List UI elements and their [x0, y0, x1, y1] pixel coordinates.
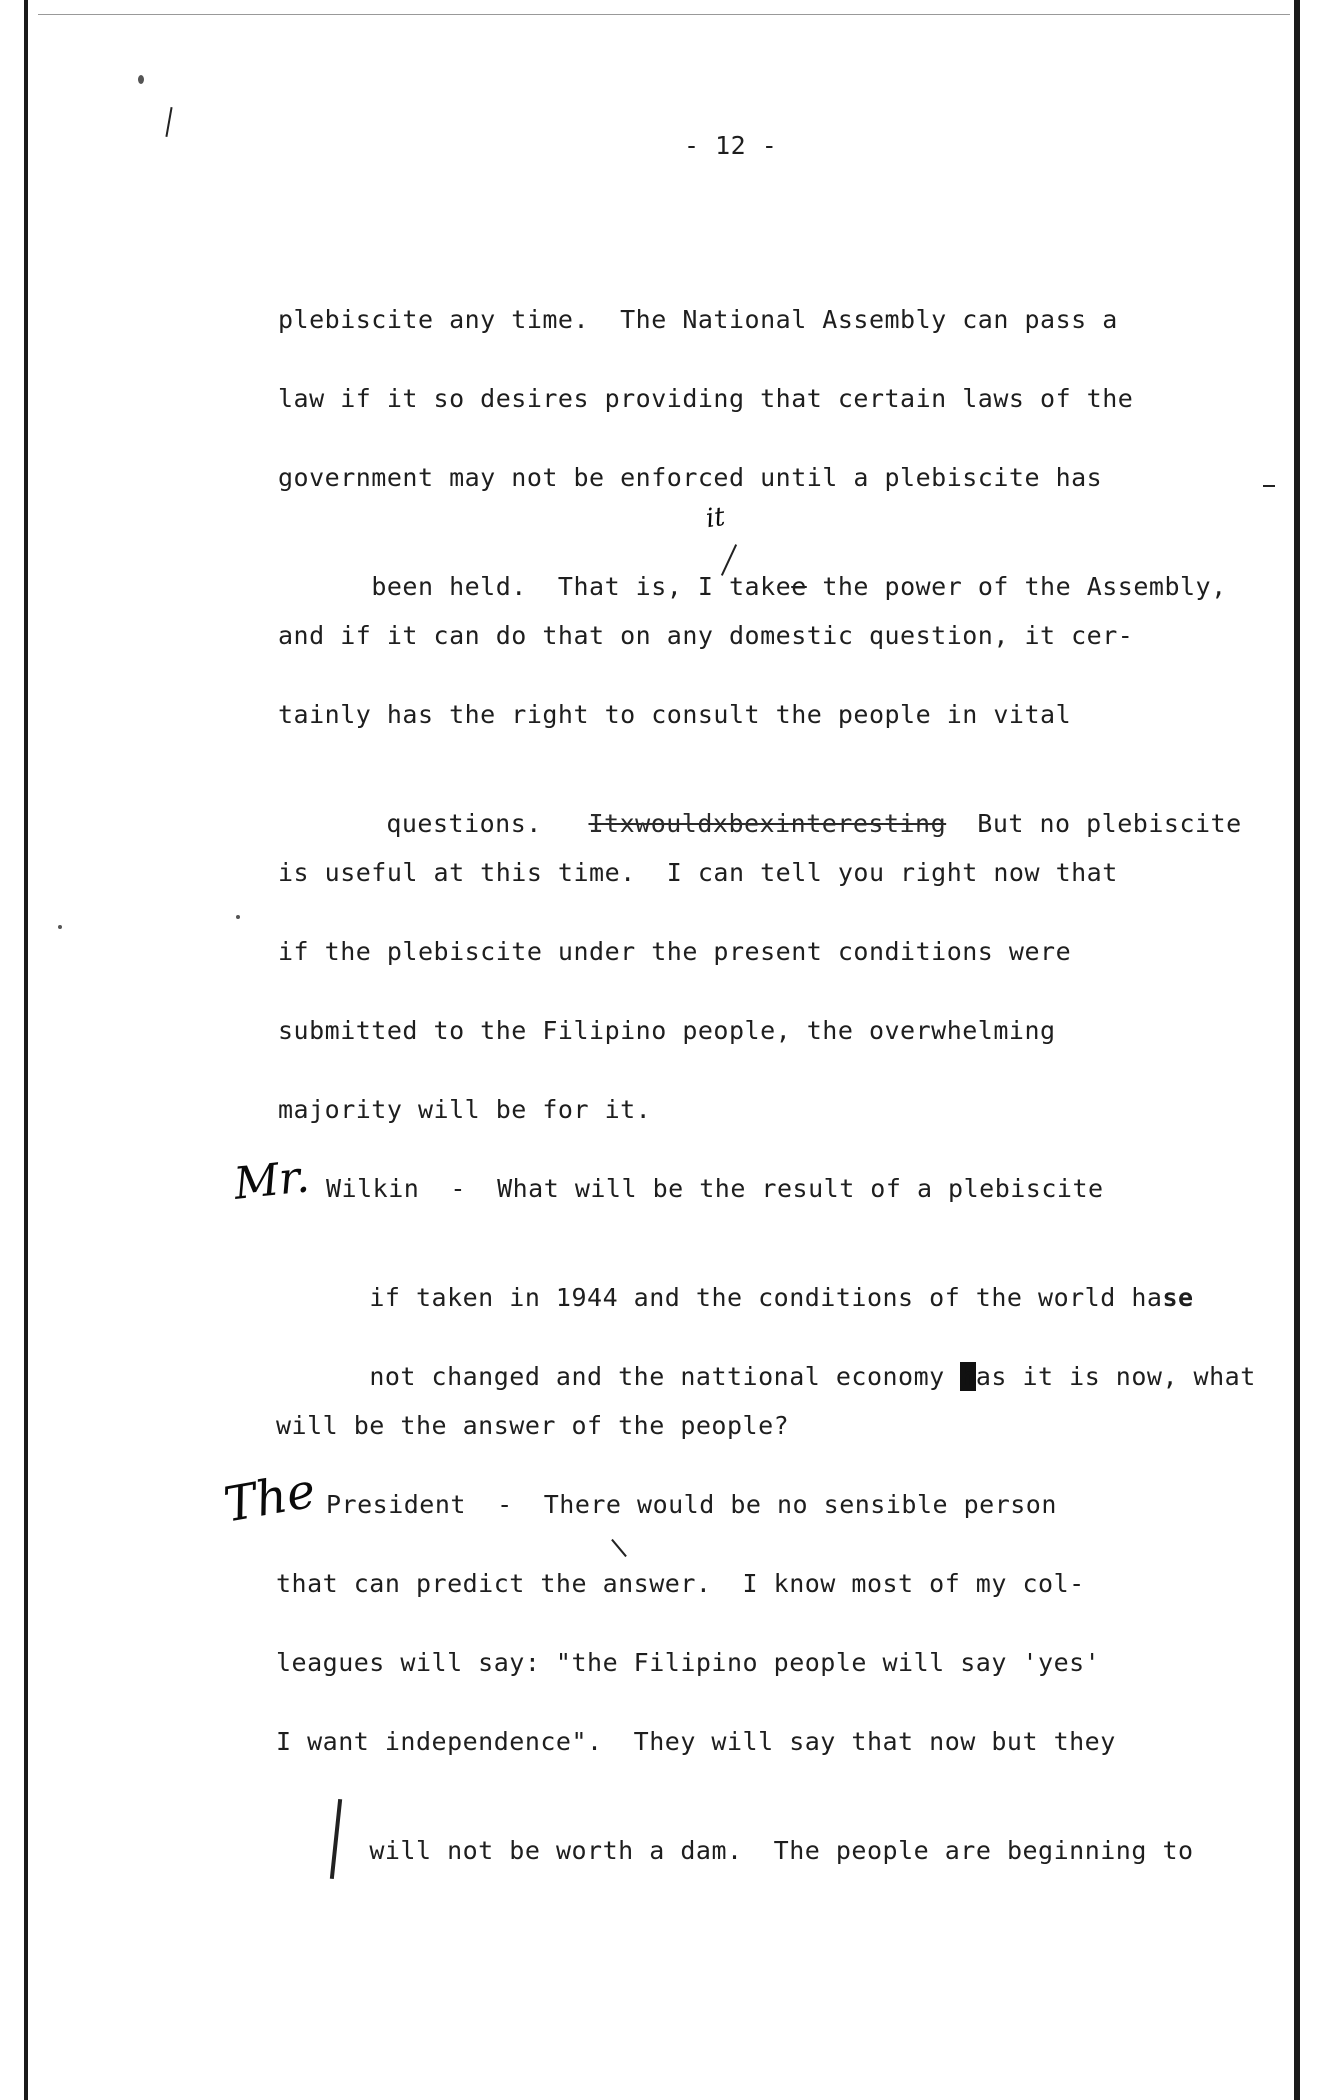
text-segment: The people are beginning to	[773, 1836, 1194, 1865]
text-line: Wilkin - What will be the result of a plebiscite	[326, 1174, 1104, 1203]
text-segment: been held. That is, I take	[371, 572, 792, 601]
text-line	[278, 542, 1227, 632]
handwritten-mr: Mr.	[231, 1151, 312, 1210]
text-line: plebiscite any time. The National Assembly can pass a	[278, 305, 1118, 334]
text-line	[276, 1806, 1194, 1896]
text-line	[276, 1253, 1194, 1343]
margin-mark	[165, 107, 172, 137]
text-line	[293, 779, 1242, 869]
text-segment: not be worth a dam.	[431, 1836, 774, 1865]
text-segment: if taken in 1944 and the conditions of the world ha	[369, 1283, 1163, 1312]
text-line: I want independence". They will say that now but they	[276, 1727, 1116, 1756]
margin-speck	[58, 925, 62, 929]
overtyped-letter: h	[960, 1362, 976, 1391]
text-segment: will	[369, 1836, 432, 1865]
document-frame	[24, 0, 1300, 2100]
text-segment: not changed and the nattional economy	[369, 1362, 945, 1391]
text-segment: But no plebiscite	[946, 809, 1242, 838]
struck-out-text: Itxwouldxbexinteresting	[588, 809, 947, 838]
overtyped-letters: se	[1162, 1283, 1194, 1312]
text-line: leagues will say: "the Filipino people will say 'yes'	[276, 1648, 1101, 1677]
text-line: President - There would be no sensible person	[326, 1490, 1057, 1519]
text-line: submitted to the Filipino people, the overwhelming	[278, 1016, 1056, 1045]
handwritten-insertion: it	[704, 501, 727, 535]
overtyped-letter: e	[791, 572, 807, 601]
text-segment: the power of the Assembly,	[806, 572, 1227, 601]
margin-mark	[1263, 485, 1275, 487]
text-line: is useful at this time. I can tell you right now that	[278, 858, 1118, 887]
margin-speck	[236, 915, 240, 919]
text-segment: as it is now, what	[975, 1362, 1256, 1391]
text-line: if the plebiscite under the present conditions were	[278, 937, 1072, 966]
text-segment: questions.	[386, 809, 542, 838]
handwritten-the: The	[219, 1462, 320, 1534]
text-line: and if it can do that on any domestic question, it cer-	[278, 621, 1134, 650]
margin-speck	[138, 75, 144, 84]
text-line: will be the answer of the people?	[276, 1411, 790, 1440]
text-line	[276, 1332, 1256, 1422]
text-line: tainly has the right to consult the people in vital	[278, 700, 1072, 729]
text-line: government may not be enforced until a plebiscite has	[278, 463, 1103, 492]
text-line: majority will be for it.	[278, 1095, 652, 1124]
page-number: - 12 -	[684, 131, 778, 160]
typewritten-page	[38, 14, 1290, 2095]
text-line: that can predict the answer. I know most of my col-	[276, 1569, 1085, 1598]
pen-mark	[611, 1539, 627, 1557]
text-line: law if it so desires providing that certain laws of the	[278, 384, 1134, 413]
